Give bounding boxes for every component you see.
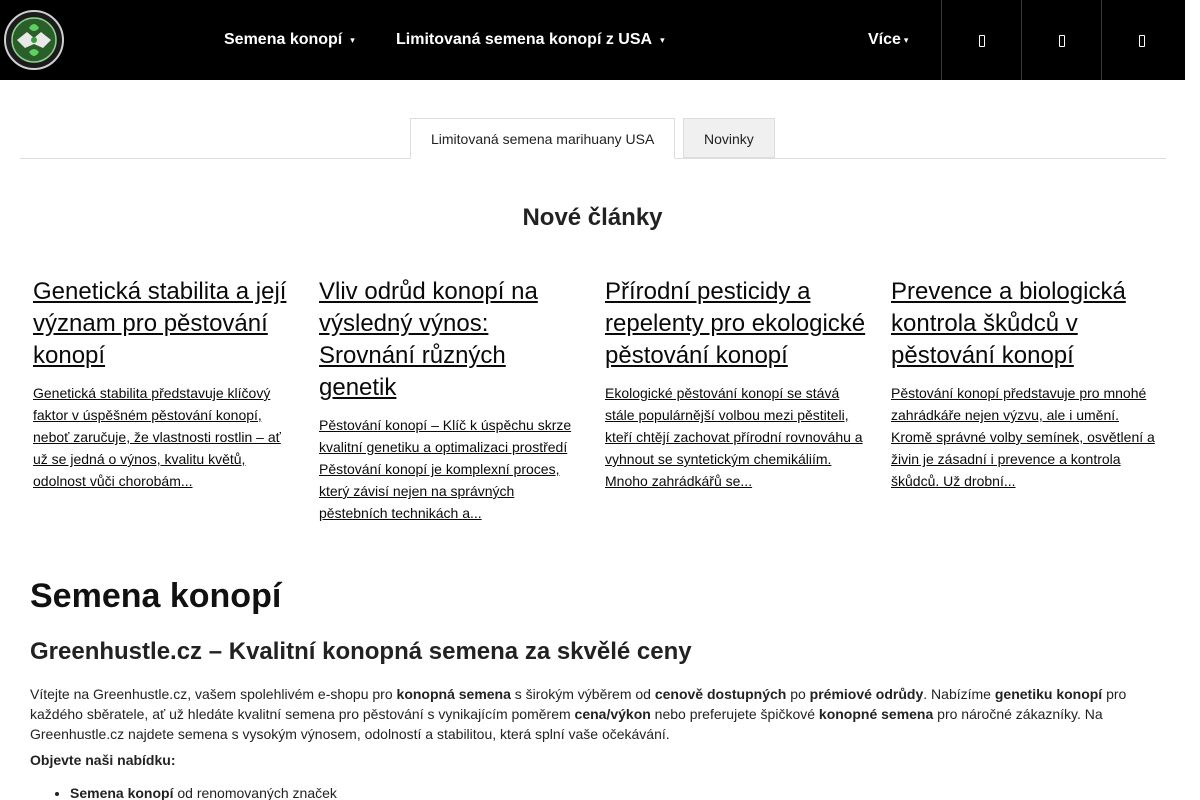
nav-vice-label: Více xyxy=(868,31,901,48)
article-title-link[interactable]: Genetická stabilita a její význam pro pěstování konopí xyxy=(33,278,287,369)
articles-section-title: Nové články xyxy=(522,204,663,231)
nav-semena-konopi-label: Semena konopí xyxy=(224,31,343,48)
intro-highlight: prémiové odrůdy xyxy=(809,686,924,702)
page-subtitle: Greenhustle.cz – Kvalitní konopná semena za skvělé ceny xyxy=(30,638,692,665)
tab-limitovana-semena-usa[interactable] xyxy=(410,118,675,159)
intro-text: Vítejte na Greenhustle.cz, vašem spolehlivém e-shopu pro xyxy=(30,686,397,702)
chevron-down-icon: ▾ xyxy=(660,35,665,45)
page-title: Semena konopí xyxy=(30,577,282,615)
intro-highlight: konopné semena xyxy=(818,706,934,722)
nav-limitovana-semena-label: Limitovaná semena konopí z USA xyxy=(396,31,653,48)
intro-text: pro náročné zákazníky. Na Greenhustle.cz najdete semena s vysokým výnosem, odolností a stabilitou, která splní vaše očekávání. xyxy=(30,706,1103,742)
article-title-link[interactable]: Prevence a biologická kontrola škůdců v pěstování konopí xyxy=(891,278,1126,369)
list-item-text: od renomovaných značek xyxy=(173,785,337,800)
intro-text: s širokým výběrem od xyxy=(510,686,655,702)
article-card xyxy=(33,276,297,492)
article-title-link[interactable]: Vliv odrůd konopí na výsledný výnos: Srovnání různých genetik xyxy=(319,278,538,401)
nav-vice[interactable] xyxy=(868,0,908,80)
search-icon xyxy=(979,35,985,47)
tab-label: Novinky xyxy=(704,131,754,147)
chevron-down-icon: ▾ xyxy=(903,35,909,45)
intro-text: po xyxy=(786,686,810,702)
intro-text: pro každého sběratele, ať už hledáte kvalitní semena pro pěstování s vynikajícím poměrem xyxy=(30,686,1127,722)
intro-text: . Nabízíme xyxy=(923,686,995,702)
account-button[interactable] xyxy=(1021,0,1101,80)
intro-highlight: cena/výkon xyxy=(574,706,651,722)
intro-paragraph xyxy=(30,684,1150,744)
logo-emblem xyxy=(3,10,65,70)
article-perex-link[interactable]: Pěstování konopí představuje pro mnohé zahrádkáře nejen výzvu, ale i umění. Kromě správné volby semínek, osvětlení a živin je zásadní i prevence a kontrola škůdců. Už drobní... xyxy=(891,385,1155,489)
nav-semena-konopi[interactable] xyxy=(224,0,355,80)
chevron-down-icon: ▾ xyxy=(350,35,355,45)
nav-limitovana-semena[interactable] xyxy=(396,0,665,80)
tab-novinky[interactable] xyxy=(683,118,775,158)
cart-button[interactable] xyxy=(1101,0,1181,80)
intro-highlight: genetiku konopí xyxy=(994,686,1103,702)
article-card xyxy=(319,276,583,524)
intro-text: nebo preferujete špičkové xyxy=(650,706,819,722)
cart-icon xyxy=(1139,35,1145,47)
article-perex-link[interactable]: Pěstování konopí – Klíč k úspěchu skrze kvalitní genetiku a optimalizaci prostředí Pěstování konopí je komplexní proces, který závisí nejen na správných pěstebních technikách a... xyxy=(319,417,572,521)
article-perex-link[interactable]: Ekologické pěstování konopí se stává stále populárnější volbou mezi pěstiteli, kteří chtějí zachovat přírodní rovnováhu a vyhnout se syntetickým chemikáliím. Mnoho zahrádkářů se... xyxy=(605,385,863,489)
list-item-highlight: Semena konopí xyxy=(70,785,174,800)
intro-highlight: cenově dostupných xyxy=(654,686,787,702)
tab-label: Limitovaná semena marihuany USA xyxy=(431,131,655,147)
article-card xyxy=(891,276,1155,492)
article-title-link[interactable]: Přírodní pesticidy a repelenty pro ekologické pěstování konopí xyxy=(605,278,866,369)
list-item xyxy=(70,785,337,800)
offer-list xyxy=(70,785,337,800)
page-scrollbar[interactable] xyxy=(1185,0,1200,800)
user-icon xyxy=(1059,35,1065,47)
offer-heading: Objevte naši nabídku: xyxy=(30,752,176,768)
site-header xyxy=(0,0,1185,80)
intro-highlight: konopná semena xyxy=(396,686,511,702)
article-perex-link[interactable]: Genetická stabilita představuje klíčový faktor v úspěšném pěstování konopí, neboť zaručuje, že vlastnosti rostlin – ať už se jedná o výnos, kvalitu květů, odolnost vůči chorobám... xyxy=(33,385,281,489)
site-logo[interactable] xyxy=(3,10,65,70)
search-button[interactable] xyxy=(941,0,1021,80)
article-card xyxy=(605,276,869,492)
